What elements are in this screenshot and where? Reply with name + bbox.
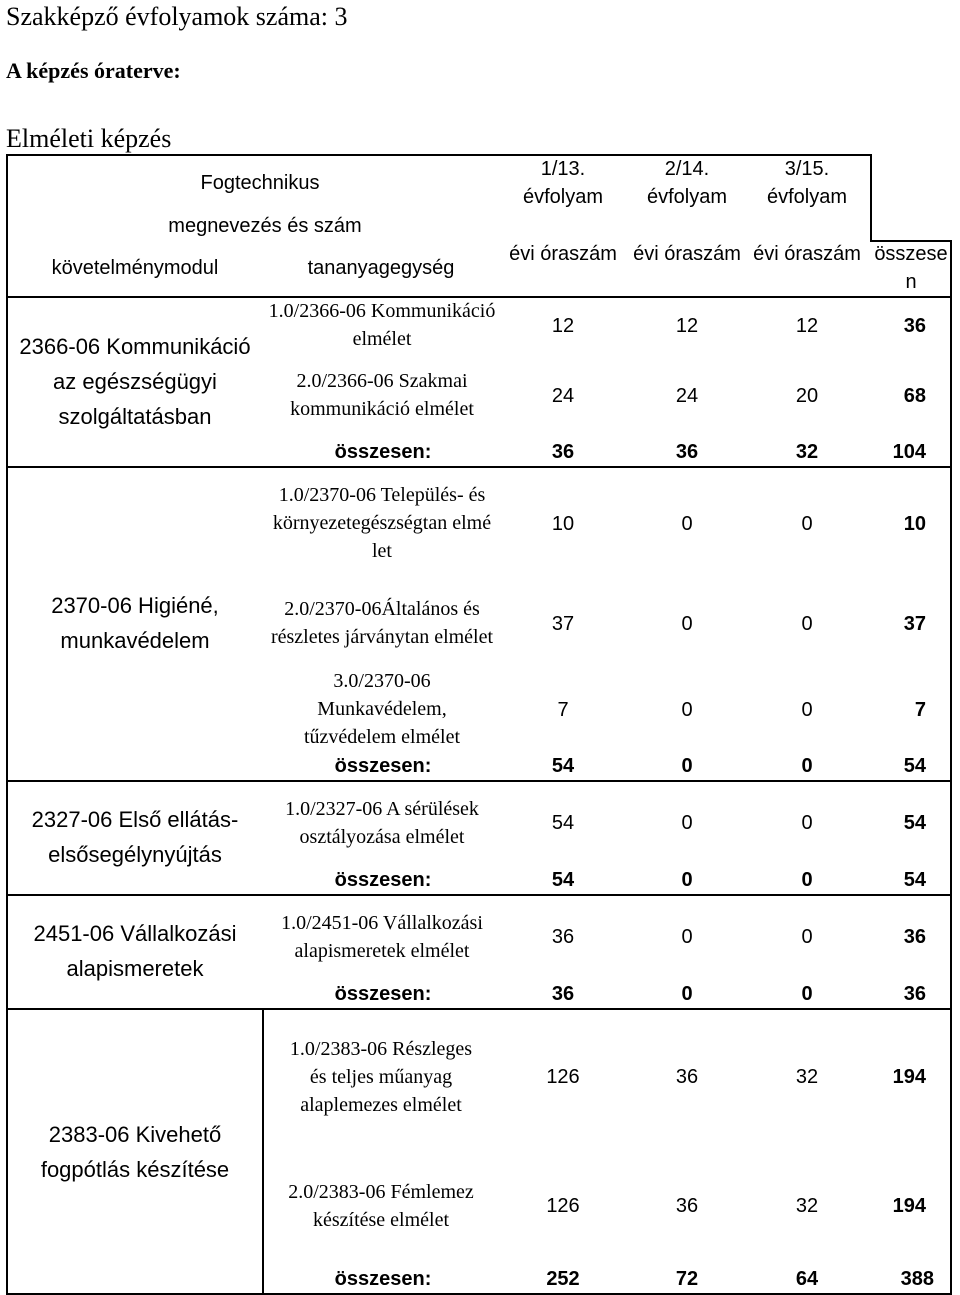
hours-y3: 32: [795, 1194, 819, 1217]
hours-y1: 126: [546, 1065, 580, 1088]
module-name: 2383-06 Kivehető fogpótlás készítése: [40, 1122, 230, 1182]
hours-y1: 24: [551, 384, 575, 407]
hours2-header: évi óraszám: [633, 243, 741, 265]
hours-y1: 37: [551, 612, 575, 635]
hours-y2: 12: [675, 314, 699, 337]
unit-name: 1.0/2366-06 Kommunikáció elmélet: [268, 300, 496, 350]
subtotal-y1: 36: [551, 440, 575, 463]
hours-y3: 0: [801, 811, 813, 834]
hours-y2: 36: [675, 1194, 699, 1217]
unit-name: 1.0/2451-06 Vállalkozási alapismeretek elmélet: [281, 912, 483, 962]
subtotal-total: 54: [903, 754, 926, 777]
hours-total: 194: [892, 1194, 926, 1217]
hours-y2: 0: [681, 612, 693, 635]
subtotal-y3: 32: [795, 440, 819, 463]
hours-total: 36: [903, 925, 926, 948]
unit-name: 2.0/2366-06 Szakmai kommunikáció elmélet: [290, 370, 474, 420]
subtotal-total: 388: [900, 1267, 934, 1290]
hours-y3: 12: [795, 314, 819, 337]
hours-y2: 24: [675, 384, 699, 407]
name-number-header: megnevezés és szám: [168, 215, 362, 237]
subtotal-y2: 36: [675, 440, 699, 463]
hours-total: 37: [903, 612, 926, 635]
hours-y1: 126: [546, 1194, 580, 1217]
hours-total: 10: [903, 512, 926, 535]
plan-label: A képzés óraterve:: [6, 58, 181, 83]
hours-y3: 0: [801, 925, 813, 948]
unit-name: 2.0/2370-06Általános és részletes járványtan elmélet: [270, 598, 494, 648]
subtotal-y2: 0: [681, 982, 693, 1005]
subtotal-y3: 0: [801, 982, 813, 1005]
subtotal-y3: 0: [801, 754, 813, 777]
subtotal-y2: 0: [681, 868, 693, 891]
subtotal-y1: 54: [551, 754, 575, 777]
profession-header: Fogtechnikus: [200, 172, 320, 194]
hours-total: 54: [903, 811, 926, 834]
module-name: 2327-06 Első ellátás-elsősegélynyújtás: [31, 807, 239, 867]
hours1-header: évi óraszám: [509, 243, 617, 265]
subtotal-y3: 0: [801, 868, 813, 891]
hours-y1: 54: [551, 811, 575, 834]
subtotal-y1: 252: [546, 1267, 580, 1290]
subtotal-total: 104: [892, 440, 926, 463]
unit-name: 2.0/2383-06 Fémlemez készítése elmélet: [288, 1181, 474, 1231]
subtotal-y2: 72: [675, 1267, 699, 1290]
module-name: 2451-06 Vállalkozási alapismeretek: [33, 921, 237, 981]
hours-y3: 32: [795, 1065, 819, 1088]
page-title: Szakképző évfolyamok száma: 3: [6, 2, 348, 31]
subtotal-y1: 54: [551, 868, 575, 891]
year1-header: 1/13. évfolyam: [522, 158, 604, 208]
module-name: 2366-06 Kommunikáció az egészségügyi szolgáltatásban: [19, 333, 251, 429]
hours-total: 194: [892, 1065, 926, 1088]
hours-y2: 0: [681, 925, 693, 948]
year2-header: 2/14. évfolyam: [646, 158, 728, 208]
year3-header: 3/15. évfolyam: [766, 158, 848, 208]
unit-column-header: tananyagegység: [307, 257, 455, 279]
subtotal-label: összesen:: [334, 1267, 432, 1290]
subtotal-y2: 0: [681, 754, 693, 777]
unit-name: 1.0/2370-06 Település- és környezetegészségtan elmélet: [272, 484, 492, 562]
module-name: 2370-06 Higiéné, munkavédelem: [51, 593, 219, 653]
hours-total: 7: [914, 698, 926, 721]
subtotal-label: összesen:: [334, 982, 432, 1005]
subtotal-y1: 36: [551, 982, 575, 1005]
section-title: Elméleti képzés: [6, 124, 172, 153]
hours3-header: évi óraszám: [753, 243, 861, 265]
subtotal-label: összesen:: [334, 440, 432, 463]
subtotal-y3: 64: [795, 1267, 819, 1290]
hours-y2: 0: [681, 698, 693, 721]
subtotal-total: 54: [903, 868, 926, 891]
module-column-header: követelménymodul: [51, 257, 219, 279]
hours-y2: 0: [681, 512, 693, 535]
hours-y1: 7: [557, 698, 569, 721]
unit-name: 3.0/2370-06 Munkavédelem, tűzvédelem elmélet: [303, 670, 461, 748]
hours-y3: 0: [801, 512, 813, 535]
subtotal-label: összesen:: [334, 754, 432, 777]
hours-y2: 36: [675, 1065, 699, 1088]
hours-total: 36: [903, 314, 926, 337]
unit-name: 1.0/2383-06 Részleges és teljes műanyag alaplemezes elmélet: [289, 1038, 473, 1116]
hours-y3: 0: [801, 612, 813, 635]
hours-y1: 12: [551, 314, 575, 337]
total-column-header: összesen: [874, 243, 948, 293]
hours-total: 68: [903, 384, 926, 407]
subtotal-total: 36: [903, 982, 926, 1005]
unit-name: 1.0/2327-06 A sérülések osztályozása elmélet: [285, 798, 479, 848]
hours-y3: 20: [795, 384, 819, 407]
hours-y1: 36: [551, 925, 575, 948]
hours-y3: 0: [801, 698, 813, 721]
subtotal-label: összesen:: [334, 868, 432, 891]
hours-y1: 10: [551, 512, 575, 535]
hours-y2: 0: [681, 811, 693, 834]
